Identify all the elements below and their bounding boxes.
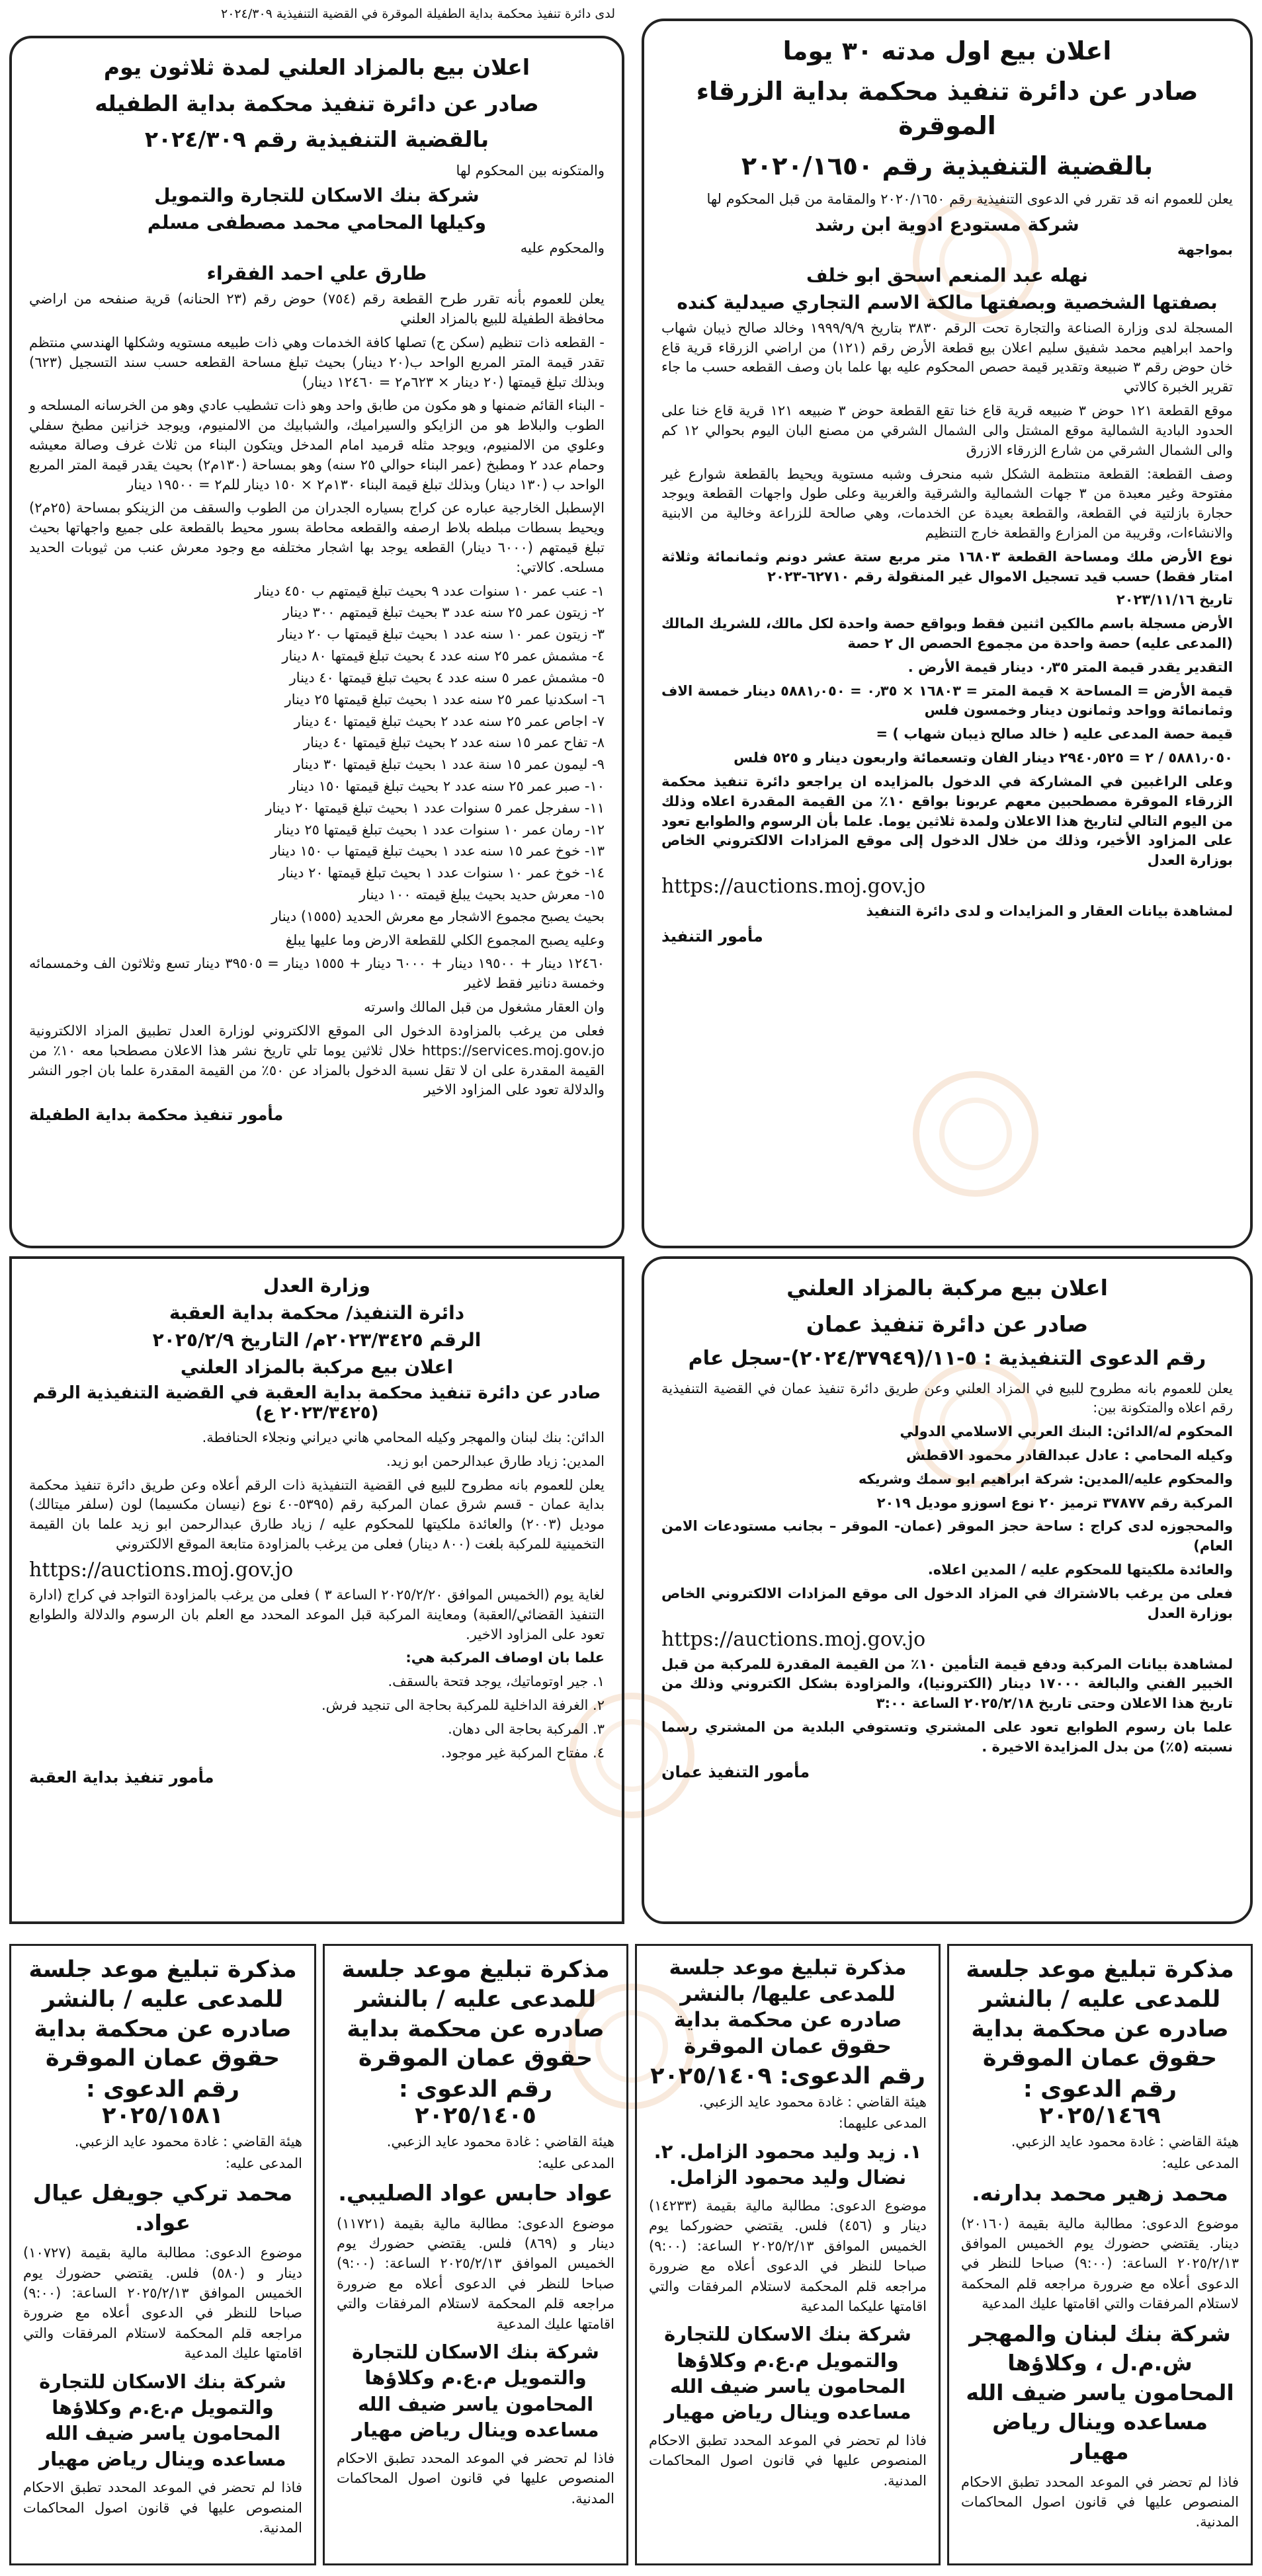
memo-foot: فاذا لم تحضر في الموعد المحدد تطبق الاحكام المنصوص عليها في قانون اصول المحاكمات المدنية. — [23, 2479, 302, 2536]
list-item: ٤. مفتاح المركبة غير موجود. — [441, 1744, 605, 1761]
ad3-paragraph: فعلى من يرغب بالاشتراك في المزاد الدخول الى موقع المزادات الالكتروني الخاص بوزارة العدل — [661, 1585, 1233, 1621]
ad2-paragraph: وان العقار مشغول من قبل المالك واسرته — [364, 999, 605, 1016]
ad1-against: بمواجهة — [1177, 242, 1233, 258]
ad3-paragraph: والمحكوم عليه/المدين: شركة ابراهيم ابو سمك وشريكه — [858, 1470, 1233, 1487]
ad1-signature: مأمور التنفيذ — [661, 926, 763, 946]
memo-case: رقم الدعوى : ٢٠٢٥/١٥٨١ — [85, 2076, 240, 2130]
list-item: ١. جير اوتوماتيك، يوجد فتحة بالسقف. — [388, 1673, 605, 1690]
ad2-signature: مأمور تنفيذ محكمة بداية الطفيلة — [29, 1106, 284, 1125]
ad-land-sale-zarqa — [642, 19, 1253, 1248]
ad1-paragraph: موقع القطعة ١٢١ حوض ٣ ضبيعه قرية قاع خنا تقع القطعة حوض ٣ ضبيعه ١٢١ قرية قاع خنا على الحدود البادية الشمالية موقع المشتل والى الشمال الشرقي من مصنع البان اليوم بحوالي ١٢ كم والى الشمال الشرقي من شارع الزرقاء الازرق — [661, 403, 1233, 458]
memo-defendant: محمد زهير محمد بدارنه. — [972, 2180, 1228, 2206]
ad2-paragraph: - البناء القائم ضمنها و هو مكون من طابق واحد وهو ذات تشطيب عادي وهو من الخرسانه المسلحه و الطوب والبلاط هو من الزايكو والسيراميك، والشبابيك من الالمنيوم، ويوجد خزانين مطبخ سفلي وعلوي من الالمنيوم، ويوجد مثله قرميد امام المدخل ويتكون البناء من ثلاث غرف وصالة معيشه وحمام عدد ٢ ومطبخ (عمر البناء حوالي ٢٥ سنه) وهو بمساحة (١٣٠م٢) بحيث يقدر قيمة المتر المربع الواحد ب (١٣٠ دينار) وبذلك تبلغ قيمة البناء ١٣٠م٢ × ١٥٠ دينار للم٢ = ١٩٥٠٠ دينار — [29, 397, 605, 493]
list-item: ٦- اسكدنيا عمر ٢٥ سنه عدد ١ بحيث تبلغ قيمتها ٢٥ دينار — [284, 691, 605, 707]
ad4-reference: الرقم ٢٠٢٣/٣٤٢٥م/ التاريخ ٢٠٢٥/٢/٩ — [152, 1329, 482, 1351]
ad1-auction-link[interactable]: https://auctions.moj.gov.jo — [661, 874, 926, 898]
ad3-title2: صادر عن دائرة تنفيذ عمان — [806, 1310, 1089, 1337]
ad3-paragraph: علما بان رسوم الطوابع تعود على المشتري وتستوفي البلدية من المشتري رسما نسبته (٥٪) من بدل المزايدة الاخيرة . — [661, 1718, 1233, 1755]
ad4-signature: مأمور تنفيذ بداية العقبة — [29, 1768, 214, 1787]
ad2-paragraph: بحيث يصبح مجموع الاشجار مع معرش الحديد (١٥٥٥) دينار — [271, 908, 605, 924]
ad1-title3: بالقضية التنفيذية رقم ٢٠٢٠/١٦٥٠ — [741, 151, 1154, 181]
ad3-auction-link[interactable]: https://auctions.moj.gov.jo — [661, 1627, 926, 1651]
memo-judge: هيئة القاضي : غادة محمود عايد الزعبي. — [698, 2093, 927, 2110]
ad2-paragraph: فعلى من يرغب بالمزاودة الدخول الى الموقع الالكتروني لوزارة العدل تطبيق المزاد الالكترونية https://services.moj.gov.jo خلال ثلاثين يوما تلي تاريخ نشر هذا الاعلان مصطحبا معه ١٠٪ من القيمة المقدرة على ان لا تقل نسبة الدخول بالمزاد عن ٥٠٪ من القيمة المقدرة علما بان اجور النشر والدلالة تعود على المزاود الاخير — [29, 1022, 605, 1098]
memo-defendant-label: المدعى عليه: — [1161, 2155, 1239, 2171]
ad3-paragraph: المركبة رقم ٣٧٨٧٧ ترميز ٢٠ نوع اسوزو موديل ٢٠١٩ — [876, 1494, 1233, 1511]
ad1-paragraph: ٥٨٨١٫٠٥٠ / ٢ = ٢٩٤٠٫٥٢٥ دينار الفان وتسعمائة واربعون دينار و ٥٢٥ فلس — [734, 750, 1233, 766]
ad3-case: رقم الدعوى التنفيذية : ٥-١١/(٢٠٢٤/٣٧٩٤٩)-سجل عام — [688, 1347, 1206, 1371]
list-item: ١١- سفرجل عمر ٥ سنوات عدد ١ بحيث تبلغ قيمتها ٢٠ دينار — [265, 799, 605, 816]
list-item: ٧- اجاص عمر ٢٥ سنه عدد ٢ بحيث تبلغ قيمتها ٤٠ دينار — [294, 713, 605, 729]
memo-notice — [635, 1944, 941, 2565]
ad2-paragraph: الإسطبل الخارجية عباره عن كراج بسياره الجدران من الطوب والسقف من الزينكو بمساحة (٢٥م٢) ويحيط بسطات مبلطه بلاط ارصفه والقطعه محاطة بسور محيط بالقطعة على جميع واجهاتها بحيث تبلغ قيمتهم (٦٠٠٠ دينار) القطعه يوجد بها اشجار مختلفه مع وجود معرش عنب من ثيوبات الحديد مسلحه. كالاتي: — [29, 500, 605, 575]
memo-head: مذكرة تبليغ موعد جلسة للمدعى عليها/ بالنشر صادره عن محكمة بداية حقوق عمان الموقرة — [669, 1956, 907, 2059]
ad1-paragraph: لمشاهدة بيانات العقار و المزايدات و لدى دائرة التنفيذ — [866, 903, 1233, 919]
memo-judge: هيئة القاضي : غادة محمود عايد الزعبي. — [74, 2134, 302, 2150]
list-item: ٢- زيتون عمر ٢٥ سنه عدد ٣ بحيث تبلغ قيمتهم ٣٠٠ دينار — [282, 604, 605, 621]
ad2-tree-list — [29, 582, 605, 905]
memo-notice — [323, 1944, 628, 2565]
memo-notice — [947, 1944, 1253, 2565]
ad1-paragraph: نوع الأرض ملك ومساحة القطعة ١٦٨٠٣ متر مربع ستة عشر دونم وثمانمائة وثلاثة امتار فقط) حسب قيد تسجيل الاموال غير المنقولة رقم ٦٢٧١٠-٢٠٢٣ — [661, 548, 1233, 584]
ad3-paragraph: والمحجوزه لدى كراج : ساحة حجز الموقر (عمان- الموقر – بجانب مستودعات الامن العام) — [661, 1518, 1233, 1554]
ad2-debtor: طارق علي احمد الفقراء — [206, 262, 427, 285]
ad1-creditor: شركة مستودع ادوية ابن رشد — [815, 214, 1079, 235]
ad3-paragraph: لمشاهدة بيانات المركبة ودفع قيمة التأمين ١٠٪ من القيمة المقدرة للمركبة من قبل الخبير الفني والبالغة ١٧٠٠٠ دينار (الكترونيا)، والمزاودة بشكل الكتروني وذلك من تاريخ هذا الاعلان وحتى تاريخ ٢٠٢٥/٢/١٨ الساعة ٣:٠٠ — [661, 1656, 1233, 1712]
list-item: ٥- مشمش عمر ٥ سنه عدد ٤ بحيث تبلغ قيمتها ٤٠ دينار — [289, 669, 605, 686]
ad2-paragraph: يعلن للعموم بأنه تقرر طرح القطعة رقم (٧٥٤) حوض رقم (٢٣ الحنانه) قرية صنفحه من اراضي محافظة الطفيلة للبيع بالمزاد العلني — [29, 291, 605, 327]
ad1-title1: اعلان بيع اول مدته ٣٠ يوما — [782, 36, 1112, 65]
ad3-paragraph: يعلن للعموم بانه مطروح للبيع في المزاد العلني وعن طريق دائرة تنفيذ عمان في القضية التنفيذية رقم اعلاه والمتكونة بين: — [661, 1380, 1233, 1416]
ad4-department: دائرة التنفيذ/ محكمة بداية العقبة — [169, 1302, 465, 1324]
ad4-issuer: صادر عن دائرة تنفيذ محكمة بداية العقبة في القضية التنفيذية الرقم (٢٠٢٣/٣٤٢٥ ع) — [32, 1383, 601, 1423]
top-note: لدى دائرة تنفيذ محكمة بداية الطفيلة الموقرة في القضية التنفيذية ٢٠٢٤/٣٠٩ — [221, 7, 615, 21]
ad-land-sale-tafila — [9, 36, 624, 1248]
memo-case: رقم الدعوى : ٢٠٢٥/١٤٦٩ — [1023, 2076, 1177, 2130]
ad2-against: والمحكوم عليه — [520, 240, 605, 257]
memo-body: موضوع الدعوى: مطالبة مالية بقيمة (١١٧٢١) دينار و (٨٦٩) فلس. يقتضي حضورك يوم الخميس الموافق ٢٠٢٥/٢/١٣ الساعة: (٩:٠٠) صباحا للنظر في الدعوى أعلاه مع ضرورة مراجعه قلم المحكمة لاستلام المرفقات والتي اقامتها عليك المدعية — [337, 2215, 614, 2332]
ad3-title1: اعلان بيع مركبة بالمزاد العلني — [786, 1275, 1108, 1301]
list-item: ١٤- خوخ عمر ١٠ سنوات عدد ١ بحيث تبلغ قيمتها ٢٠ دينار — [278, 865, 605, 881]
list-item: ٩- ليمون عمر ١٥ سنة عدد ١ بحيث تبلغ قيمتها ٣٠ دينار — [294, 756, 605, 773]
ad1-intro: يعلن للعموم انه قد تقرر في الدعوى التنفيذية رقم ٢٠٢٠/١٦٥٠ والمقامة من قبل المحكوم لها — [706, 191, 1233, 208]
list-item: ٢. الغرفة الداخلية للمركبة بحاجة الى تنجيد فرش. — [321, 1697, 605, 1713]
ad1-paragraph: قيمة حصة المدعى عليه ( خالد صالح ذيبان شهاب ) = — [876, 726, 1233, 743]
ad1-paragraph: التقدير يقدر قيمة المتر ٠٫٣٥ دينار قيمة الأرض . — [907, 659, 1233, 675]
memo-head: مذكرة تبليغ موعد جلسة للمدعى عليه / بالنشر صادره عن محكمة بداية حقوق عمان الموقرة — [341, 1956, 610, 2072]
list-item: ١٠- صبر عمر ٢٥ سنه عدد ٢ بحيث تبلغ قيمتها ١٥٠ دينار — [288, 778, 605, 794]
memo-foot: فاذا لم تحضر في الموعد المحدد تطبق الاحكام المنصوص عليها في قانون اصول المحاكمات المدنية. — [337, 2450, 614, 2507]
ad4-title: اعلان بيع مركبة بالمزاد العلني — [180, 1356, 454, 1378]
ad1-paragraph: الأرض مسجلة باسم مالكين اثنين فقط وبواقع حصة واحدة لكل مالك، للشريك المالك (المدعى عليه) حصة واحدة من مجموع الحصص ال ٢ حصة — [661, 616, 1233, 651]
memo-plaintiff: شركة بنك الاسكان للتجارة والتمويل م.ع.م وكلاؤها المحامون ياسر ضيف الله مساعده وينال رياض مهيار — [352, 2341, 599, 2441]
memo-foot: فاذا لم تحضر في الموعد المحدد تطبق الاحكام المنصوص عليها في قانون اصول المحاكمات المدنية. — [961, 2474, 1239, 2530]
ad1-paragraph: وعلى الراغبين في المشاركة في الدخول بالمزايده ان يراجعو دائرة تنفيذ محكمة الزرقاء الموقرة مصطحبين معهم عربونا بواقع ١٠٪ من القيمة المقدرة اعلاه وذلك من اليوم التالي لتاريخ هذا الاعلان ولمدة ثلاثين يوما. علما بأن الرسوم والطوابع تعود على المزاود الأخير، وذلك من خلال الدخول إلى موقع المزادات الالكتروني الخاص بوزارة العدل — [661, 773, 1233, 869]
ad4-ministry: وزارة العدل — [263, 1275, 370, 1297]
ad2-title2: صادر عن دائرة تنفيذ محكمة بداية الطفيله — [95, 90, 539, 116]
ad-vehicle-sale-aqaba — [9, 1256, 624, 1924]
ad2-lawyer: وكيلها المحامي محمد مصطفى مسلم — [147, 212, 487, 234]
ad3-signature: مأمور التنفيذ عمان — [661, 1762, 810, 1781]
ad2-title3: بالقضية التنفيذية رقم ٢٠٢٤/٣٠٩ — [144, 126, 489, 153]
memo-case: رقم الدعوى : ٢٠٢٥/١٤٠٥ — [398, 2076, 553, 2130]
ad2-creditor: شركة بنك الاسكان للتجارة والتمويل — [154, 184, 480, 207]
ad4-auction-link[interactable]: https://auctions.moj.gov.jo — [29, 1558, 294, 1582]
ad3-paragraph: والعائدة ملكيتها للمحكوم عليه / المدين اعلاه. — [927, 1562, 1233, 1578]
ad-vehicle-sale-amman — [642, 1256, 1253, 1924]
memo-body: موضوع الدعوى: مطالبة مالية بقيمة (١٠٧٢٧) دينار و (٥٨٠) فلس. يقتضي حضورك يوم الخميس الموافق ٢٠٢٥/٢/١٣ الساعة: (٩:٠٠) صباحا للنظر في الدعوى أعلاه مع ضرورة مراجعه قلم المحكمة لاستلام المرفقات والتي اقامتها عليك المدعية — [23, 2245, 302, 2362]
memo-judge: هيئة القاضي : غادة محمود عايد الزعبي. — [1011, 2134, 1239, 2150]
memo-plaintiff: شركة بنك الاسكان للتجارة والتمويل م.ع.م وكلاؤها المحامون ياسر ضيف الله مساعده وينال رياض مهيار — [664, 2323, 911, 2423]
list-item: ١٣- خوخ عمر ١٥ سنه عدد ١ بحيث تبلغ قيمتها ب ١٥٠ دينار — [270, 843, 605, 860]
memo-plaintiff: شركة بنك لبنان والمهجر ش.م.ل ، وكلاؤها المحامون ياسر ضيف الله مساعده وينال رياض مهيار — [966, 2320, 1234, 2464]
memo-head: مذكرة تبليغ موعد جلسة للمدعى عليه / بالنشر صادره عن محكمة بداية حقوق عمان الموقرة — [28, 1956, 297, 2072]
list-item: ٨- تفاح عمر ١٥ سنه عدد ٢ بحيث تبلغ قيمتها ٤٠ دينار — [303, 735, 605, 751]
memo-judge: هيئة القاضي : غادة محمود عايد الزعبي. — [386, 2134, 614, 2150]
memo-plaintiff: شركة بنك الاسكان للتجارة والتمويل م.ع.م وكلاؤها المحامون ياسر ضيف الله مساعده وينال رياض مهيار — [39, 2370, 286, 2471]
memo-defendant-label: المدعى عليه: — [225, 2155, 302, 2171]
memo-body: موضوع الدعوى: مطالبة مالية بقيمة (٢٠١٦٠) دينار. يقتضي حضورك يوم الخميس الموافق ٢٠٢٥/٢/١٣ الساعة: (٩:٠٠) صباحا للنظر في الدعوى أعلاه مع ضرورة مراجعه قلم المحكمة لاستلام المرفقات والتي اقامتها عليك المدعية — [961, 2215, 1239, 2312]
ad1-paragraph: وصف القطعة: القطعة منتظمة الشكل شبه منحرف وشبه مستوية ويحيط بالقطعة شوارع غير مفتوحة وغير معبدة من ٣ جهات الشمالية والشرقية والغربية وعلى طول واجهات القطعة ويوجد حجارة بازلتية في القطعة، والقطعة بعيدة عن الخدمات، وهي صالحة للزراعة وخالية من الابنية والانشاءات، وقريبة من المزارع والقطعة خارج التنظيم — [661, 465, 1233, 541]
ad4-paragraph: علما بان اوصاف المركبة هي: — [405, 1650, 605, 1666]
memo-defendant: ١. زيد وليد محمود الزامل. ٢. نضال وليد محمود الزامل. — [653, 2140, 922, 2189]
ad4-paragraph: الدائن: بنك لبنان والمهجر وكيله المحامي هاني ديراني ونجلاء الحنافطة. — [202, 1429, 605, 1445]
ad4-paragraph: المدين: زياد طارق عبدالرحمن ابو زيد. — [386, 1453, 605, 1469]
ad4-paragraph: لغاية يوم (الخميس الموافق ٢٠٢٥/٢/٢٠ الساعة ٣ ) فعلى من يرغب بالمزاودة التواجد في كراج (ادارة التنفيذ القضائي/العقبة) ومعاينة المركبة قبل الموعد المحدد مع العلم بان الرسوم والدلالة والطوابع تعود على المزاود الاخير. — [29, 1586, 605, 1642]
list-item: ١٥- معرش حديد بحيث يبلغ قيمته ١٠٠ دينار — [358, 887, 605, 903]
list-item: ٤- مشمش عمر ٢٥ سنه عدد ٤ بحيث تبلغ قيمتها ٨٠ دينار — [282, 648, 605, 664]
ad1-paragraph: قيمة الأرض = المساحة × قيمة المتر = ١٦٨٠٣ × ٠٫٣٥ = ٥٨٨١٫٠٥٠ دينار خمسة الاف وثمانمائة وواحد وثمانون دينار وخمسون فلس — [661, 682, 1233, 719]
ad2-sub: والمتكونه بين المحكوم لها — [456, 162, 605, 179]
memo-defendant-label: المدعى عليه: — [537, 2155, 614, 2171]
ad2-title1: اعلان بيع بالمزاد العلني لمدة ثلاثون يوم — [103, 54, 530, 80]
ad1-debtor: نهله عبد المنعم اسحق ابو خلف — [806, 264, 1089, 286]
ad4-paragraph: يعلن للعموم بانه مطروح للبيع في القضية التنفيذية ذات الرقم أعلاه وعن طريق دائرة تنفيذ محكمة بداية عمان - قسم شرق عمان المركبة رقم (٥٣٩٥-٤٠ نوع (نيسان مكسيما) لون (سلفر ميتالك) موديل (٢٠٠٣) والعائدة ملكيتها للمحكوم عليه / زياد طارق عبدالرحمن ابو زيد علما بان القيمة التخمينية للمركبة بلغت (٨٠٠ دينار) فعلى من يرغب بالمزاودة متابعة الموقع الالكتروني — [29, 1476, 605, 1552]
list-item: ١٢- رمان عمر ١٠ سنوات عدد ١ بحيث تبلغ قيمتها ٢٥ دينار — [274, 821, 605, 838]
ad1-paragraph: تاريخ ٢٠٢٣/١١/١٦ — [1116, 592, 1233, 608]
ad1-debtor-desc: بصفتها الشخصية وبصفتها مالكة الاسم التجاري صيدلية كنده — [677, 291, 1218, 313]
memo-defendant: محمد تركي جويفل عيال عواد. — [32, 2180, 293, 2235]
memo-defendant-label: المدعى عليهما: — [838, 2115, 927, 2132]
ad2-paragraph: وعليه يصبح المجموع الكلي للقطعة الارض وما عليها يبلغ — [285, 932, 605, 948]
memo-foot: فاذا لم تحضر في الموعد المحدد تطبق الاحكام المنصوص عليها في قانون اصول المحاكمات المدنية. — [649, 2433, 927, 2489]
memo-head: مذكرة تبليغ موعد جلسة للمدعى عليه / بالنشر صادره عن محكمة بداية حقوق عمان الموقرة — [966, 1956, 1234, 2072]
list-item: ١- عنب عمر ١٠ سنوات عدد ٩ بحيث تبلغ قيمتهم ب ٤٥٠ دينار — [255, 583, 605, 599]
ad3-paragraph: المحكوم له/الدائن: البنك العربي الاسلامي الدولي — [900, 1424, 1233, 1440]
ad2-paragraph: ١٢٤٦٠ دينار + ١٩٥٠٠ دينار + ٦٠٠٠ دينار + ١٥٥٥ دينار = ٣٩٥٠٥ دينار تسع وثلاثون الف وخمسمائه وخمسة دنانير فقط لاغير — [29, 955, 605, 992]
ad1-paragraph: المسجلة لدى وزارة الصناعة والتجارة تحت الرقم ٣٨٣٠ بتاريخ ١٩٩٩/٩/٩ وخالد صالح ذيبان شهاب واحمد ابراهيم محمد شفيق سليم اعلان بيع قطعة الأرض رقم (١٢١) من اراضي الزرقاء قرية قاع خان حوض رقم ٣ ضبيعة وتقدير قيمة حصص المحكوم عليه بها علما بان وصف القطعه حسب ما جاء تقرير الخبرة كالاتي — [661, 319, 1234, 395]
ad2-paragraph: - القطعه ذات تنظيم (سكن ج) تصلها كافة الخدمات وهي ذات طبيعه مستويه وشكلها الهندسي منتظم تقدر قيمة المتر المربع الواحد ب(٢٠ دينار) بحيث تبلغ مساحة القطعه حسب سند التسجيل (٦٢٣) وبذلك تبلغ قيمتها (٢٠ دينار × ٦٢٣م٢ = ١٢٤٦٠ دينار) — [29, 334, 605, 390]
memo-body: موضوع الدعوى: مطالبة مالية بقيمة (١٤٢٣٣) دينار و (٤٥٦) فلس. يقتضي حضوركما يوم الخميس الموافق ٢٠٢٥/٢/١٣ الساعة: (٩:٠٠) صباحا للنظر في الدعوى أعلاه مع ضرورة مراجعه قلم المحكمة لاستلام المرفقات والتي اقامتها عليكما المدعية — [649, 2197, 927, 2315]
list-item: ٣- زيتون عمر ١٠ سنه عدد ١ بحيث تبلغ قيمتها ب ٢٠ دينار — [278, 626, 605, 643]
memo-case: رقم الدعوى: ٢٠٢٥/١٤٠٩ — [650, 2062, 925, 2089]
ad3-paragraph: وكيله المحامي : عادل عبدالقادر محمود الاقطش — [906, 1447, 1233, 1464]
memo-defendant: عواد حابس عواد الصليبي. — [338, 2180, 613, 2206]
list-item: ٣. المركبة بحاجة الى دهان. — [448, 1720, 605, 1737]
memo-notice — [9, 1944, 316, 2565]
ad1-title2: صادر عن دائرة تنفيذ محكمة بداية الزرقاء الموقرة — [696, 77, 1199, 140]
